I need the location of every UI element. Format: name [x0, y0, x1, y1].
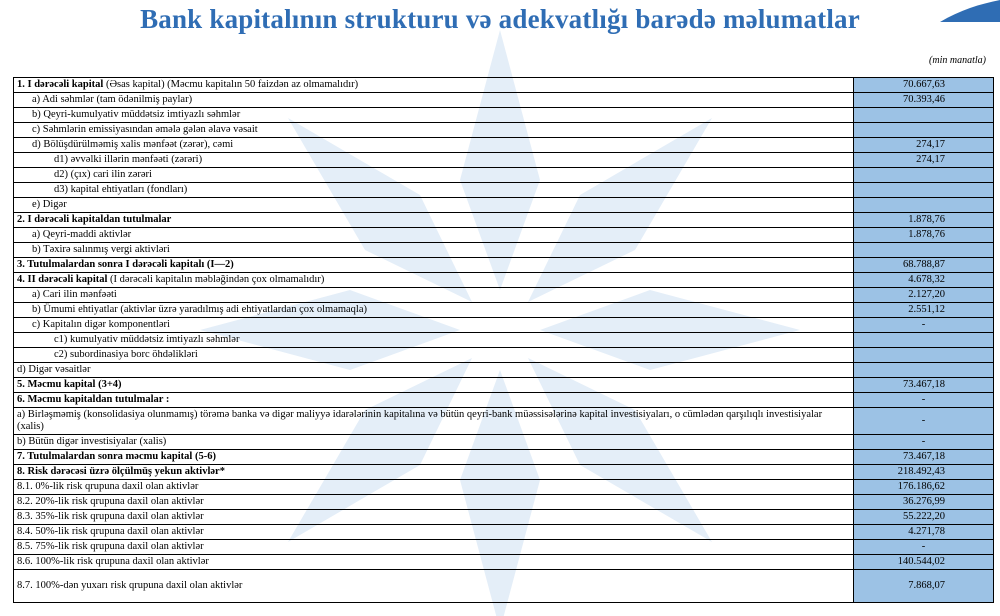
row-value: -: [854, 435, 994, 450]
row-label: [14, 408, 854, 435]
row-value: 274,17: [854, 138, 994, 153]
table-row: [14, 318, 994, 333]
row-label: [14, 108, 854, 123]
row-label: [14, 510, 854, 525]
table-row: [14, 480, 994, 495]
row-value: 55.222,20: [854, 510, 994, 525]
row-label-text: 8.4. 50%-lik risk qrupuna daxil olan aktivlər: [17, 526, 204, 537]
table-row: [14, 288, 994, 303]
row-label-text: 8.3. 35%-lik risk qrupuna daxil olan aktivlər: [17, 511, 204, 522]
row-value: 73.467,18: [854, 450, 994, 465]
row-label: [14, 243, 854, 258]
row-value: 176.186,62: [854, 480, 994, 495]
table-row: [14, 108, 994, 123]
row-label: [14, 288, 854, 303]
row-value: 70.667,63: [854, 78, 994, 93]
row-label: [14, 273, 854, 288]
row-label-text: a) Adi səhmlər (tam ödənilmiş paylar): [32, 94, 193, 105]
table-row: [14, 465, 994, 480]
table-row: [14, 348, 994, 363]
capital-table: [13, 77, 994, 603]
row-label-text: (Əsas kapital) (Məcmu kapitalın 50 faizdən az olmamalıdır): [103, 79, 359, 90]
page-title: Bank kapitalının strukturu və adekvatlığı barədə məlumatlar: [140, 4, 860, 34]
row-value: 2.551,12: [854, 303, 994, 318]
row-label-text: b) Bütün digər investisiyalar (xalis): [17, 436, 167, 447]
row-label-text: 8.2. 20%-lik risk qrupuna daxil olan aktivlər: [17, 496, 204, 507]
table-row: [14, 393, 994, 408]
row-value: -: [854, 540, 994, 555]
row-label-text: c1) kumulyativ müddətsiz imtiyazlı səhmlər: [54, 334, 240, 345]
row-value: 218.492,43: [854, 465, 994, 480]
table-row: [14, 435, 994, 450]
table-row: [14, 183, 994, 198]
row-label-text: (I dərəcəli kapitalın məbləğindən çox olmamalıdır): [107, 274, 325, 285]
row-label: [14, 480, 854, 495]
row-label-text: b) Ümumi ehtiyatlar (aktivlər üzrə yaradılmış adi ehtiyatlardan çox olmamaqla): [32, 304, 368, 315]
row-value: 68.788,87: [854, 258, 994, 273]
row-label: [14, 570, 854, 603]
row-label-text: 8.7. 100%-dən yuxarı risk qrupuna daxil olan aktivlər: [17, 580, 243, 591]
row-label: [14, 435, 854, 450]
row-label-bold: 4. II dərəcəli kapital: [17, 274, 108, 285]
row-value: 70.393,46: [854, 93, 994, 108]
row-value: [854, 333, 994, 348]
table-row: [14, 78, 994, 93]
row-label-bold: 7. Tutulmalardan sonra məcmu kapital (5-6): [17, 451, 216, 462]
row-label-text: d3) kapital ehtiyatları (fondları): [54, 184, 188, 195]
row-label: [14, 348, 854, 363]
row-value: -: [854, 318, 994, 333]
row-label: [14, 465, 854, 480]
row-label: [14, 168, 854, 183]
row-label-text: 8.6. 100%-lik risk qrupuna daxil olan aktivlər: [17, 556, 209, 567]
row-label-text: e) Digər: [32, 199, 67, 210]
row-label: [14, 303, 854, 318]
table-row: [14, 378, 994, 393]
row-label: [14, 228, 854, 243]
row-label-text: b) Qeyri-kumulyativ müddətsiz imtiyazlı səhmlər: [32, 109, 241, 120]
row-label: [14, 393, 854, 408]
table-row: [14, 153, 994, 168]
row-label-bold: 2. I dərəcəli kapitaldan tutulmalar: [17, 214, 172, 225]
row-value: -: [854, 408, 994, 435]
row-label-text: d1) əvvəlki illərin mənfəəti (zərəri): [54, 154, 203, 165]
table-row: [14, 363, 994, 378]
row-label-bold: 8. Risk dərəcəsi üzrə ölçülmüş yekun aktivlər*: [17, 466, 225, 477]
row-value: [854, 198, 994, 213]
row-label-text: c) Səhmlərin emissiyasından əmələ gələn əlavə vəsait: [32, 124, 258, 135]
table-row: [14, 333, 994, 348]
table-row: [14, 93, 994, 108]
row-label-text: c2) subordinasiya borc öhdəlikləri: [54, 349, 198, 360]
row-label: [14, 378, 854, 393]
row-label-text: c) Kapitalın digər komponentləri: [32, 319, 170, 330]
row-label: [14, 258, 854, 273]
row-label: [14, 525, 854, 540]
row-label: [14, 153, 854, 168]
row-label-text: d) Digər vəsaitlər: [17, 364, 91, 375]
row-value: [854, 183, 994, 198]
row-label: [14, 78, 854, 93]
row-label-bold: 1. I dərəcəli kapital: [17, 79, 104, 90]
row-label-bold: 5. Məcmu kapital (3+4): [17, 379, 122, 390]
table-row: [14, 243, 994, 258]
row-value: 2.127,20: [854, 288, 994, 303]
row-label: [14, 450, 854, 465]
row-value: 274,17: [854, 153, 994, 168]
row-label: [14, 318, 854, 333]
row-value: 140.544,02: [854, 555, 994, 570]
table-row: [14, 198, 994, 213]
table-row: [14, 138, 994, 153]
table-row: [14, 213, 994, 228]
table-row: [14, 450, 994, 465]
table-row: [14, 555, 994, 570]
row-label: [14, 363, 854, 378]
row-label-text: a) Birləşməmiş (konsolidasiya olunmamış) törəmə banka və digər maliyyə idarələrinin kapitalına və bütün qeyri-bank müəssisələrinə kapital investisiyaları, o cümlədən qarşılıqlı investisiyalar (xalis): [17, 409, 823, 432]
row-label-text: 8.5. 75%-lik risk qrupuna daxil olan aktivlər: [17, 541, 204, 552]
row-label: [14, 93, 854, 108]
row-value: [854, 168, 994, 183]
row-label-text: a) Qeyri-maddi aktivlər: [32, 229, 132, 240]
table-row: [14, 228, 994, 243]
row-label: [14, 540, 854, 555]
units-note: (min manatla): [929, 55, 986, 66]
table-row: [14, 273, 994, 288]
row-value: [854, 243, 994, 258]
row-label: [14, 495, 854, 510]
row-value: [854, 363, 994, 378]
row-value: 7.868,07: [854, 570, 994, 603]
row-value: 36.276,99: [854, 495, 994, 510]
table-row: [14, 168, 994, 183]
row-label-text: b) Təxirə salınmış vergi aktivləri: [32, 244, 170, 255]
table-row: [14, 303, 994, 318]
row-value: -: [854, 393, 994, 408]
table-row: [14, 408, 994, 435]
table-row: [14, 510, 994, 525]
row-value: [854, 123, 994, 138]
row-value: 73.467,18: [854, 378, 994, 393]
table-row: [14, 525, 994, 540]
row-value: 1.878,76: [854, 228, 994, 243]
table-row: [14, 258, 994, 273]
row-label: [14, 213, 854, 228]
table-row: [14, 570, 994, 603]
table-row: [14, 495, 994, 510]
row-label-text: 8.1. 0%-lik risk qrupuna daxil olan aktivlər: [17, 481, 199, 492]
row-value: [854, 348, 994, 363]
row-label-text: d) Bölüşdürülməmiş xalis mənfəət (zərər), cəmi: [32, 139, 234, 150]
row-label-bold: 6. Məcmu kapitaldan tutulmalar :: [17, 394, 170, 405]
row-label-text: a) Cari ilin mənfəəti: [32, 289, 117, 300]
table-row: [14, 540, 994, 555]
row-label: [14, 198, 854, 213]
row-label-text: d2) (çıx) cari ilin zərəri: [54, 169, 152, 180]
row-label: [14, 123, 854, 138]
row-label-bold: 3. Tutulmalardan sonra I dərəcəli kapitalı (I—2): [17, 259, 234, 270]
row-value: 1.878,76: [854, 213, 994, 228]
row-value: 4.271,78: [854, 525, 994, 540]
row-label: [14, 138, 854, 153]
row-label: [14, 333, 854, 348]
table-row: [14, 123, 994, 138]
row-label: [14, 555, 854, 570]
row-label: [14, 183, 854, 198]
row-value: 4.678,32: [854, 273, 994, 288]
row-value: [854, 108, 994, 123]
